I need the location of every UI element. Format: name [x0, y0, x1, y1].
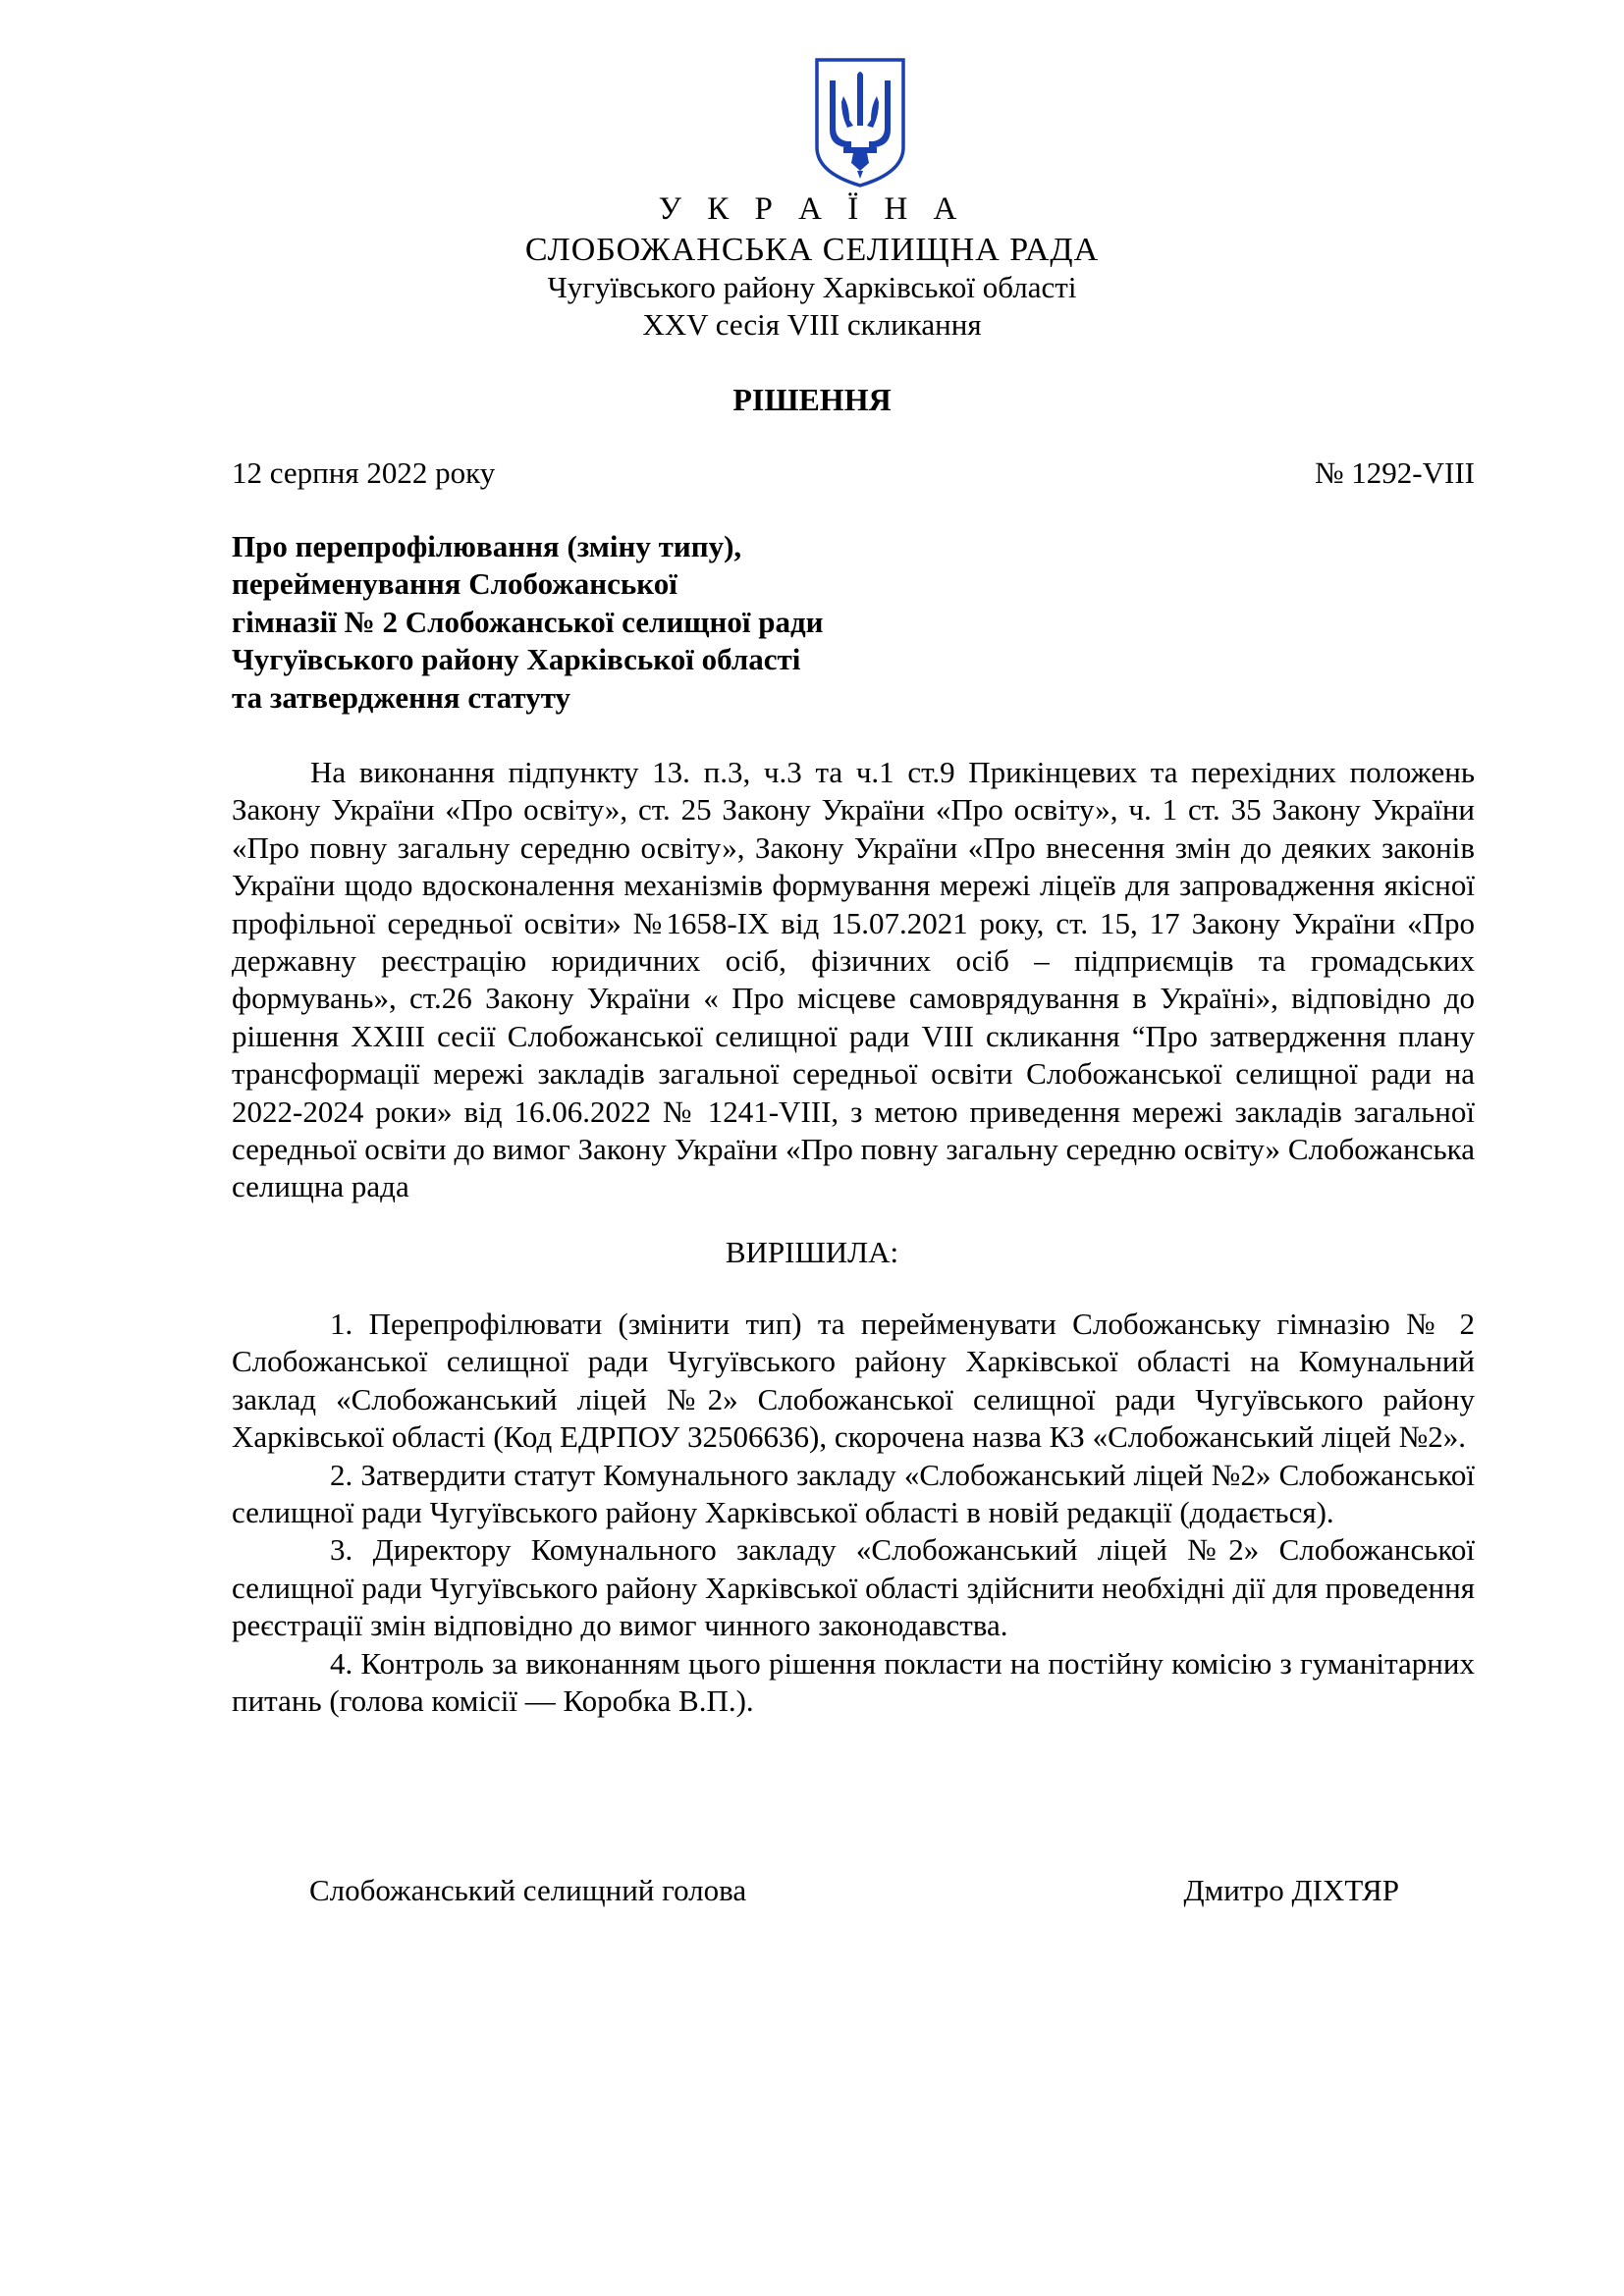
decision-number: № 1292-VIII — [1314, 455, 1475, 490]
decision-date: 12 серпня 2022 року — [232, 455, 496, 490]
subject-line: Про перепрофілювання (зміну типу), — [232, 529, 742, 563]
decision-item: 1. Перепрофілювати (змінити тип) та перейменувати Слобожанську гімназію № 2 Слобожанської селищної ради Чугуївського району Харківської області на Комунальний заклад «Слобожанський ліцей №2» Слобожанської селищної ради Чугуївського району Харківської області (Код ЕДРПОУ 32506636), скорочена назва КЗ «Слобожанський ліцей №2». — [232, 1307, 1475, 1455]
header-country: У К Р А Ї Н А — [658, 191, 966, 227]
document-title: РІШЕННЯ — [732, 382, 892, 417]
header-session: XXV сесія VIII скликання — [642, 307, 982, 342]
subject-line: та затвердження статуту — [232, 679, 571, 715]
subject-line: Чугуївського району Харківської області — [232, 642, 801, 677]
header-district: Чугуївського району Харківської області — [547, 270, 1077, 304]
ukraine-trident-coat-of-arms-icon — [814, 57, 906, 188]
decision-subject — [232, 528, 939, 717]
signatory-position: Слобожанський селищний голова — [309, 1873, 747, 1907]
resolved-heading: ВИРІШИЛА: — [725, 1235, 899, 1269]
preamble-paragraph: На виконання підпункту 13. п.3, ч.3 та ч.1 ст.9 Прикінцевих та перехідних положень Закону України «Про освіту», ст. 25 Закону України «Про освіту», ч. 1 ст. 35 Закону України «Про повну загальну середню освіту», Закону України «Про внесення змін до деяких законів України щодо вдосконалення механізмів формування мережі ліцеїв для запровадження якісної профільної середньої освіти» №1658-ІХ від 15.07.2021 року, ст. 15, 17 Закону України «Про державну реєстрацію юридичних осіб, фізичних осіб – підприємців та громадських формувань», ст.26 Закону України « Про місцеве самоврядування в Україні», відповідно до рішення XXIII сесії Слобожанської селищної ради VIII скликання “Про затвердження плану трансформації мережі закладів загальної середньої освіти Слобожанської селищної ради на 2022-2024 роки» від 16.06.2022 № 1241-VIII, з метою приведення мережі закладів загальної середньої освіти до вимог Закону України «Про повну загальну середню освіту» Слобожанська селищна рада — [232, 755, 1475, 1204]
signatory-name: Дмитро ДІХТЯР — [1183, 1873, 1399, 1907]
decision-item: 2. Затвердити статут Комунального закладу «Слобожанський ліцей №2» Слобожанської селищної ради Чугуївського району Харківської області в новій редакції (додається). — [232, 1457, 1475, 1530]
signature-block — [309, 1871, 1399, 1910]
document-meta — [232, 454, 1475, 493]
subject-line: гімназії № 2 Слобожанської селищної ради — [232, 604, 824, 639]
subject-line: перейменування Слобожанської — [232, 566, 677, 602]
decision-item: 4. Контроль за виконанням цього рішення покласти на постійну комісію з гуманітарних питань (голова комісії — Коробка В.П.). — [232, 1645, 1475, 1719]
decision-items — [232, 1306, 1475, 1720]
decision-item: 3. Директору Комунального закладу «Слобожанський ліцей №2» Слобожанської селищної ради Чугуївського району Харківської області здійснити необхідні дії для проведення реєстрації змін відповідно до вимог чинного законодавства. — [232, 1532, 1475, 1643]
header-council-name: СЛОБОЖАНСЬКА СЕЛИЩНА РАДА — [524, 232, 1100, 268]
